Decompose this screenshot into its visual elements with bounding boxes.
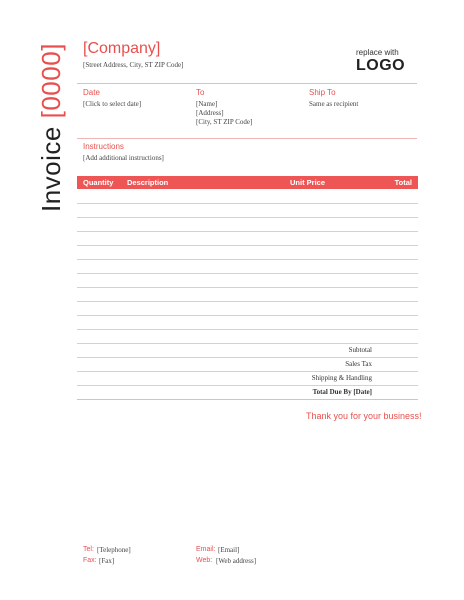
header-description: Description (127, 178, 169, 187)
header-quantity: Quantity (83, 178, 114, 187)
tel-value[interactable]: [Telephone] (97, 546, 131, 554)
tel-label: Tel: (83, 546, 94, 553)
instructions-label: Instructions (83, 142, 124, 151)
table-row[interactable] (77, 315, 418, 316)
table-row[interactable] (77, 245, 418, 246)
table-row[interactable] (77, 217, 418, 218)
total-due-label[interactable]: Total Due By [Date] (312, 388, 372, 396)
shipto-value[interactable]: Same as recipient (309, 100, 359, 108)
web-value[interactable]: [Web address] (216, 557, 257, 565)
invoice-number[interactable]: [0000] (36, 43, 66, 119)
sales-tax-label: Sales Tax (345, 360, 372, 368)
table-row[interactable] (77, 287, 418, 288)
shipto-label: Ship To (309, 88, 336, 97)
to-address[interactable] (196, 100, 252, 127)
to-street[interactable]: [Address] (196, 109, 224, 117)
email-value[interactable]: [Email] (218, 546, 240, 554)
instructions-value[interactable]: [Add additional instructions] (83, 154, 164, 162)
to-label: To (196, 88, 205, 97)
company-name[interactable]: [Company] (83, 40, 161, 57)
header-total: Total (394, 178, 412, 187)
table-row[interactable] (77, 385, 418, 386)
table-row[interactable] (77, 301, 418, 302)
to-city[interactable]: [City, ST ZIP Code] (196, 118, 253, 126)
table-row[interactable] (77, 357, 418, 358)
fax-value[interactable]: [Fax] (99, 557, 115, 565)
logo-caption: replace with (356, 48, 399, 57)
table-row[interactable] (77, 203, 418, 204)
divider-info (77, 138, 417, 139)
logo-placeholder[interactable] (356, 48, 405, 74)
shipping-label: Shipping & Handling (311, 374, 372, 382)
email-label: Email: (196, 546, 216, 553)
table-row[interactable] (77, 231, 418, 232)
logo-text: LOGO (356, 57, 406, 74)
company-address[interactable]: [Street Address, City, ST ZIP Code] (83, 61, 184, 69)
table-row[interactable] (77, 371, 418, 372)
items-table-header (77, 176, 418, 189)
to-name[interactable]: [Name] (196, 100, 218, 108)
date-label: Date (83, 88, 100, 97)
divider-header (77, 83, 417, 84)
web-label: Web: (196, 557, 213, 564)
header-unit-price: Unit Price (290, 178, 326, 187)
invoice-word: Invoice (36, 126, 66, 212)
fax-label: Fax: (83, 557, 97, 564)
date-value[interactable]: [Click to select date] (83, 100, 142, 108)
table-row[interactable] (77, 259, 418, 260)
subtotal-label: Subtotal (348, 346, 372, 354)
table-row[interactable] (77, 273, 418, 274)
table-row[interactable] (77, 343, 418, 344)
table-row[interactable] (77, 329, 418, 330)
thank-you-message: Thank you for your business! (306, 411, 422, 421)
table-row[interactable] (77, 399, 418, 400)
invoice-title (36, 43, 66, 212)
